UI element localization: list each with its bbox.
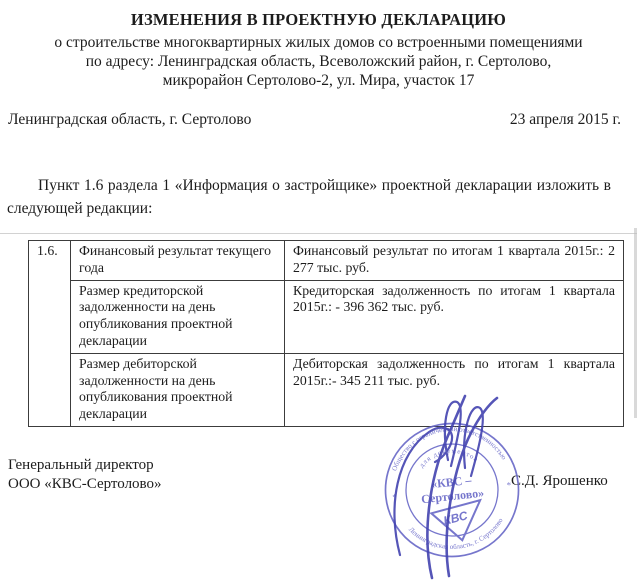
intro-paragraph: Пункт 1.6 раздела 1 «Информация о застройщике» проектной декларации изложить в следующей редакции:	[7, 177, 611, 217]
dateline	[8, 111, 621, 129]
document-subtitle	[0, 33, 637, 91]
signatory-role-line-2: ООО «КВС-Сертолово»	[8, 475, 162, 492]
signatory-name: С.Д. Ярошенко	[511, 473, 608, 489]
dateline-place: Ленинградская область, г. Сертолово	[8, 111, 252, 128]
subtitle-line-2: по адресу: Ленинградская область, Всеволожский район, г. Сертолово,	[85, 53, 552, 71]
item-number-cell: 1.6.	[29, 241, 71, 427]
row-value-cell: Дебиторская задолженность по итогам 1 квартала 2015г.:- 345 211 тыс. руб.	[285, 353, 624, 426]
subtitle-line-3: микрорайон Сертолово-2, ул. Мира, участок 17	[162, 72, 475, 90]
scan-artifact-line	[0, 233, 637, 234]
signature-stroke	[447, 398, 497, 576]
table-row	[29, 241, 624, 281]
row-value-cell: Кредиторская задолженность по итогам 1 квартала 2015г.: - 396 362 тыс. руб.	[285, 280, 624, 353]
stamp-center-line-2: Сертолово»	[420, 485, 485, 507]
stamp-ring-bottom-text: Ленинградская область, г. Сертолово	[407, 516, 505, 551]
stamp-logo-text: КВС	[441, 508, 470, 528]
stamp-ring-top-text: Общество с ограниченной ответственностью	[390, 425, 508, 473]
stamp-inner-arc-text: для документов	[417, 446, 481, 470]
signatory-block	[8, 456, 162, 494]
signature-scribble	[383, 388, 518, 583]
declaration-table	[28, 240, 624, 427]
row-value-cell: Финансовый результат по итогам 1 квартала 2015г.: 2 277 тыс. руб.	[285, 241, 624, 281]
table-row	[29, 353, 624, 426]
stamp-center-line-1: «КВС –	[430, 472, 472, 492]
row-label-cell: Финансовый результат текущего года	[71, 241, 285, 281]
dateline-date: 23 апреля 2015 г.	[509, 111, 621, 128]
subtitle-line-1: о строительстве многоквартирных жилых домов со встроенными помещениями	[54, 34, 583, 51]
signatory-role-line-1: Генеральный директор	[8, 457, 154, 473]
row-label-cell: Размер дебиторской задолженности на день опубликования проектной декларации	[71, 353, 285, 426]
stamp-separator-right: *	[506, 479, 512, 491]
row-label-cell: Размер кредиторской задолженности на день опубликования проектной декларации	[71, 280, 285, 353]
stamp-separator-left: *	[391, 491, 398, 503]
table-row	[29, 280, 624, 353]
document-title: ИЗМЕНЕНИЯ В ПРОЕКТНУЮ ДЕКЛАРАЦИЮ	[130, 10, 507, 29]
